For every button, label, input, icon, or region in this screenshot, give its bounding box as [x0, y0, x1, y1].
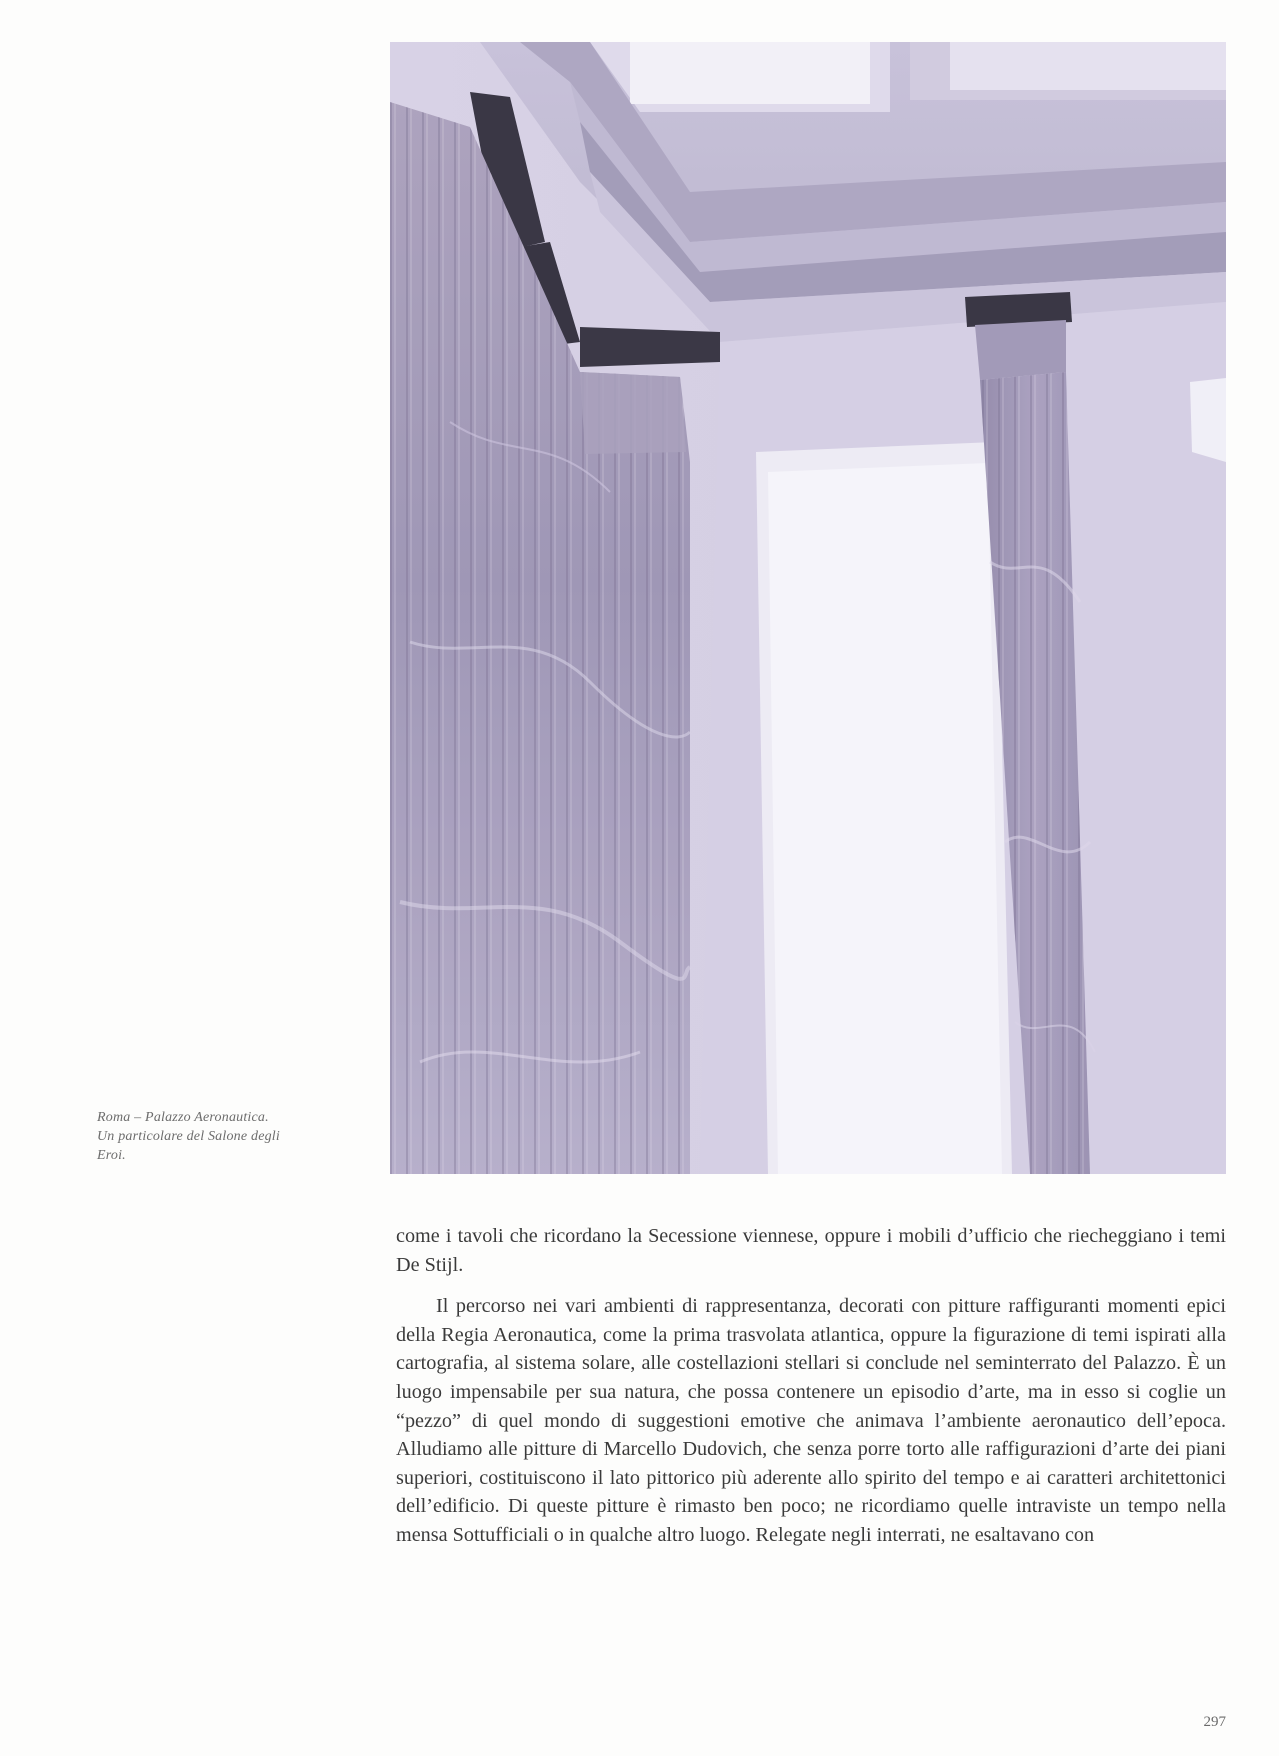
caption-line: Un particolare del Salone degli — [97, 1129, 280, 1144]
salone-degli-eroi-photo — [390, 42, 1226, 1174]
page-number: 297 — [1203, 1714, 1226, 1730]
paragraph: come i tavoli che ricordano la Secessione viennese, oppure i mobili d’ufficio che riecheggiano i temi De Stijl. — [396, 1225, 1226, 1276]
photo-caption — [97, 1108, 347, 1165]
photo-illustration — [390, 42, 1226, 1174]
body-text — [396, 1222, 1226, 1550]
caption-line: Roma – Palazzo Aeronautica. — [97, 1110, 269, 1125]
paragraph: Il percorso nei vari ambienti di rappresentanza, decorati con pitture raffiguranti momenti epici della Regia Aeronautica, come la prima trasvolata atlantica, oppure la figurazione di temi ispirati alla cartografia, al sistema solare, alle costellazioni stellari si conclude nel seminterrato del Palazzo. È un luogo impensabile per sua natura, che possa contenere un episodio d’arte, ma in esso si coglie un “pezzo” di quel mondo di suggestioni emotive che animava l’ambiente aeronautico dell’epoca. Alludiamo alle pitture di Marcello Dudovich, che senza porre torto alle raffigurazioni d’arte dei piani superiori, costituiscono il lato pittorico più aderente allo spirito del tempo e ai caratteri architettonici dell’edificio. Di queste pitture è rimasto ben poco; ne ricordiamo quelle intraviste un tempo nella mensa Sottufficiali o in qualche altro luogo. Relegate negli interrati, ne esaltavano con — [396, 1295, 1226, 1546]
caption-line: Eroi. — [97, 1148, 126, 1163]
